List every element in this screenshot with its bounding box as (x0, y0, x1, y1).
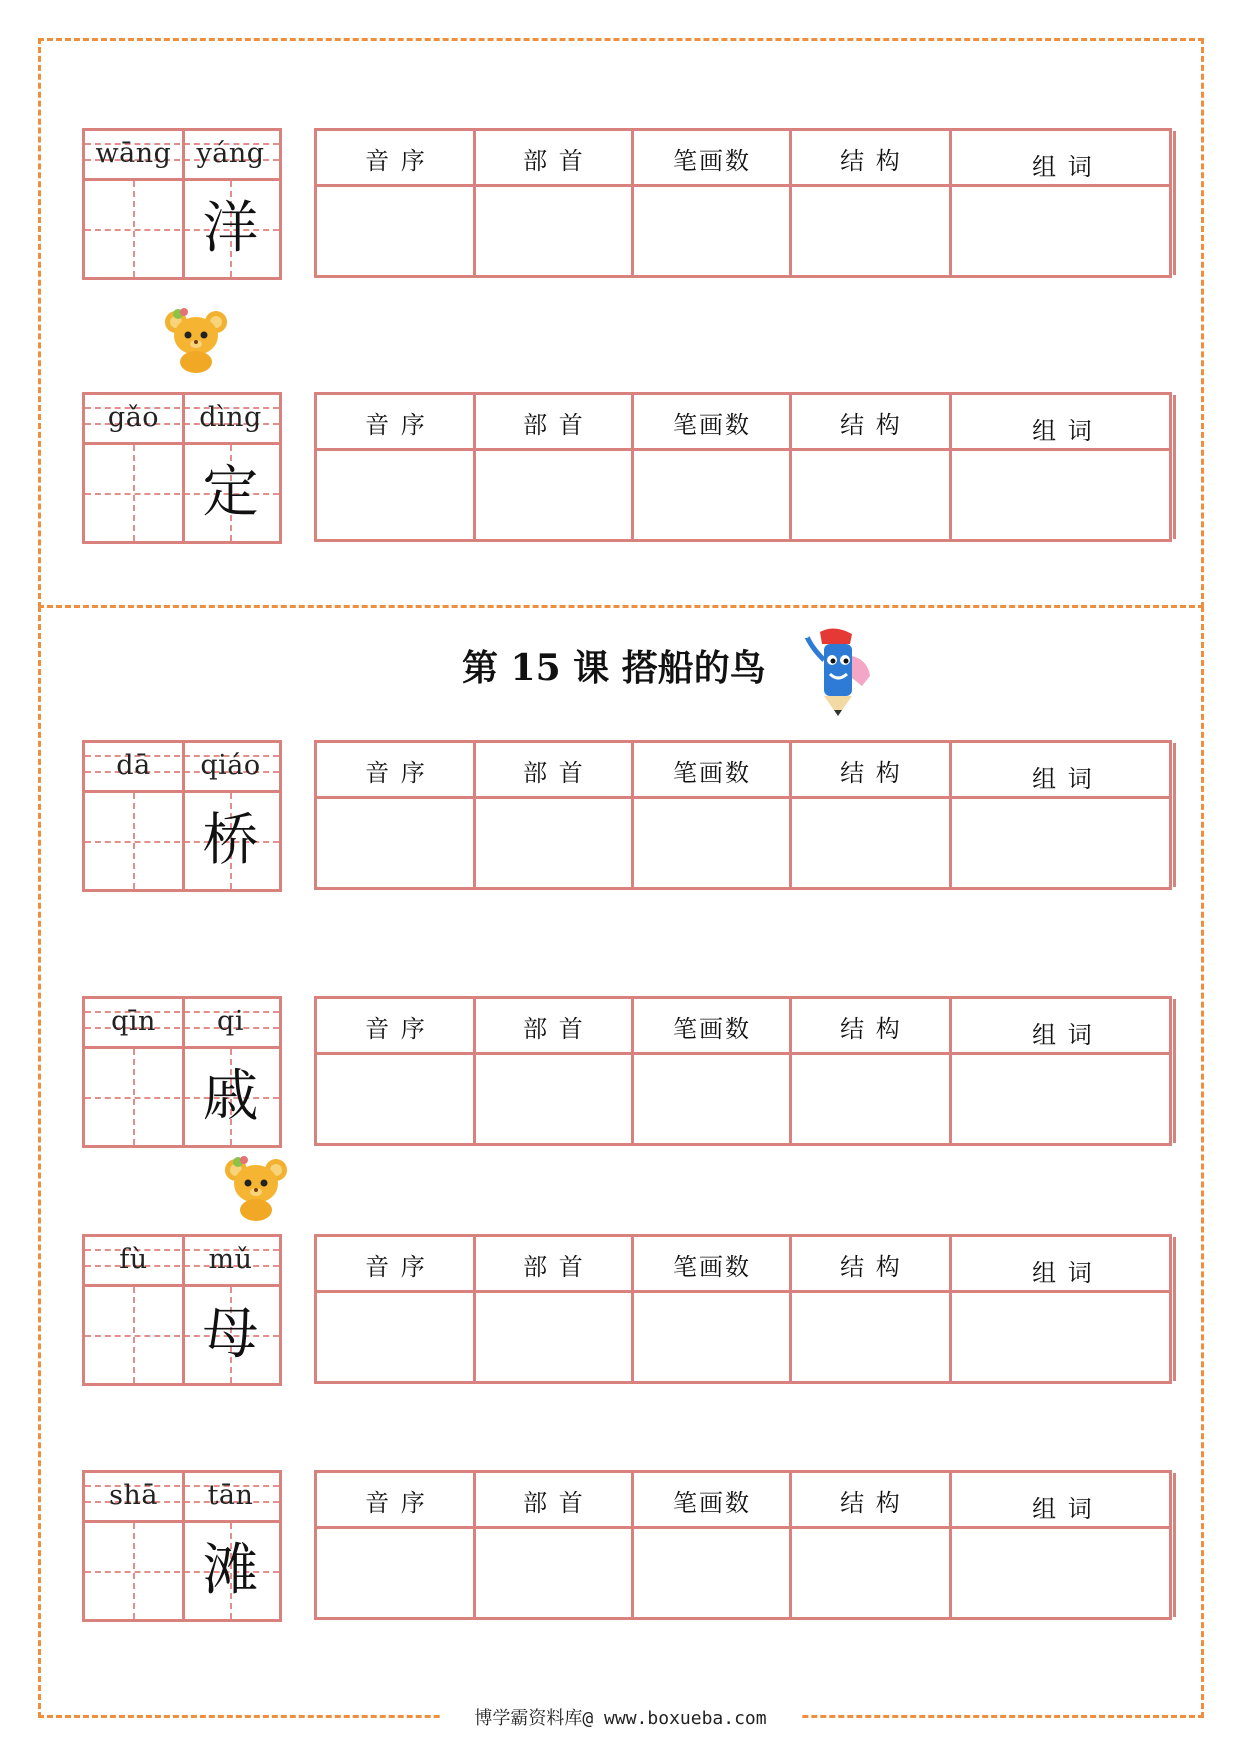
header-jiegou: 结 构 (840, 1253, 902, 1281)
header-zuci: 组 词 (1032, 1259, 1094, 1287)
character-row (82, 1470, 1172, 1622)
cell-zuci[interactable] (953, 453, 1173, 539)
cell-bihuashu[interactable] (635, 801, 789, 887)
pinyin-right: dìng (199, 402, 262, 433)
character-row (82, 392, 1172, 544)
target-character: 定 (202, 460, 259, 525)
character-info-table (314, 1470, 1172, 1620)
header-bushou: 部 首 (523, 411, 585, 439)
header-zuci: 组 词 (1032, 153, 1094, 181)
header-zuci: 组 词 (1032, 1021, 1094, 1049)
pinyin-right: qiáo (200, 750, 261, 781)
target-character: 母 (202, 1302, 259, 1367)
cell-bushou[interactable] (477, 801, 631, 887)
bear-sticker-icon (222, 1154, 290, 1222)
tianzige-grid (82, 128, 282, 280)
cell-bihuashu[interactable] (635, 1531, 789, 1617)
character-info-table (314, 996, 1172, 1146)
character-cells (85, 181, 279, 277)
header-zuci: 组 词 (1032, 1495, 1094, 1523)
pinyin-left: wāng (95, 138, 172, 169)
header-yinxu: 音 序 (365, 1015, 427, 1043)
header-zuci: 组 词 (1032, 417, 1094, 445)
header-zuci: 组 词 (1032, 765, 1094, 793)
tianzige-grid (82, 1234, 282, 1386)
pinyin-band (85, 999, 279, 1049)
header-jiegou: 结 构 (840, 1489, 902, 1517)
pinyin-band (85, 743, 279, 793)
lesson-title: 第 15 课 搭船的鸟 (462, 647, 766, 689)
cell-bihuashu[interactable] (635, 1057, 789, 1143)
cell-yinxu[interactable] (319, 1057, 473, 1143)
tianzige-grid (82, 740, 282, 892)
header-bihuashu: 笔画数 (673, 411, 751, 439)
header-yinxu: 音 序 (365, 147, 427, 175)
pinyin-left: fù (119, 1244, 148, 1275)
tianzige-grid (82, 996, 282, 1148)
footer-watermark: 博学霸资料库@ www.boxueba.com (474, 1708, 767, 1729)
header-yinxu: 音 序 (365, 1253, 427, 1281)
character-cells (85, 1049, 279, 1145)
character-row (82, 996, 1172, 1148)
character-row (82, 740, 1172, 892)
header-bihuashu: 笔画数 (673, 1015, 751, 1043)
cell-zuci[interactable] (953, 189, 1173, 275)
header-bihuashu: 笔画数 (673, 1489, 751, 1517)
cell-yinxu[interactable] (319, 1295, 473, 1381)
cell-zuci[interactable] (953, 1295, 1173, 1381)
character-info-table (314, 128, 1172, 278)
header-yinxu: 音 序 (365, 759, 427, 787)
header-jiegou: 结 构 (840, 759, 902, 787)
pinyin-right: tān (207, 1480, 254, 1511)
pinyin-band (85, 131, 279, 181)
header-bihuashu: 笔画数 (673, 1253, 751, 1281)
header-bushou: 部 首 (523, 1015, 585, 1043)
character-row (82, 128, 1172, 280)
target-character: 滩 (202, 1538, 259, 1603)
cell-yinxu[interactable] (319, 189, 473, 275)
target-character: 桥 (202, 808, 259, 873)
pinyin-band (85, 1473, 279, 1523)
cell-zuci[interactable] (953, 1057, 1173, 1143)
cell-zuci[interactable] (953, 1531, 1173, 1617)
character-cells (85, 1287, 279, 1383)
cell-jiegou[interactable] (793, 189, 949, 275)
header-jiegou: 结 构 (840, 411, 902, 439)
character-cells (85, 445, 279, 541)
cell-jiegou[interactable] (793, 1295, 949, 1381)
cell-yinxu[interactable] (319, 801, 473, 887)
header-bushou: 部 首 (523, 1489, 585, 1517)
character-cells (85, 1523, 279, 1619)
target-character: 洋 (202, 196, 259, 261)
header-jiegou: 结 构 (840, 147, 902, 175)
tianzige-grid (82, 1470, 282, 1622)
cell-bihuashu[interactable] (635, 189, 789, 275)
cell-bushou[interactable] (477, 1531, 631, 1617)
target-character: 戚 (202, 1064, 259, 1129)
character-info-table (314, 740, 1172, 890)
pinyin-left: shā (109, 1480, 158, 1511)
cell-zuci[interactable] (953, 801, 1173, 887)
cell-bihuashu[interactable] (635, 453, 789, 539)
cell-yinxu[interactable] (319, 1531, 473, 1617)
header-yinxu: 音 序 (365, 411, 427, 439)
header-bihuashu: 笔画数 (673, 147, 751, 175)
character-cells (85, 793, 279, 889)
cell-jiegou[interactable] (793, 801, 949, 887)
cell-yinxu[interactable] (319, 453, 473, 539)
header-bihuashu: 笔画数 (673, 759, 751, 787)
header-jiegou: 结 构 (840, 1015, 902, 1043)
header-bushou: 部 首 (523, 1253, 585, 1281)
header-bushou: 部 首 (523, 147, 585, 175)
cell-bushou[interactable] (477, 1295, 631, 1381)
pinyin-right: yáng (196, 138, 265, 169)
header-yinxu: 音 序 (365, 1489, 427, 1517)
pinyin-right: mǔ (208, 1244, 253, 1275)
cell-bihuashu[interactable] (635, 1295, 789, 1381)
cell-jiegou[interactable] (793, 1057, 949, 1143)
pinyin-band (85, 1237, 279, 1287)
header-bushou: 部 首 (523, 759, 585, 787)
pinyin-band (85, 395, 279, 445)
cell-bushou[interactable] (477, 453, 631, 539)
character-info-table (314, 392, 1172, 542)
pinyin-left: dā (116, 750, 151, 781)
cell-bushou[interactable] (477, 189, 631, 275)
character-row (82, 1234, 1172, 1386)
pinyin-left: qīn (111, 1006, 156, 1037)
cell-jiegou[interactable] (793, 453, 949, 539)
bear-sticker-icon (162, 306, 230, 374)
pinyin-right: qi (217, 1006, 244, 1037)
cell-jiegou[interactable] (793, 1531, 949, 1617)
tianzige-grid (82, 392, 282, 544)
character-info-table (314, 1234, 1172, 1384)
pencil-mascot-icon (800, 626, 882, 718)
cell-bushou[interactable] (477, 1057, 631, 1143)
pinyin-left: gǎo (107, 402, 160, 433)
